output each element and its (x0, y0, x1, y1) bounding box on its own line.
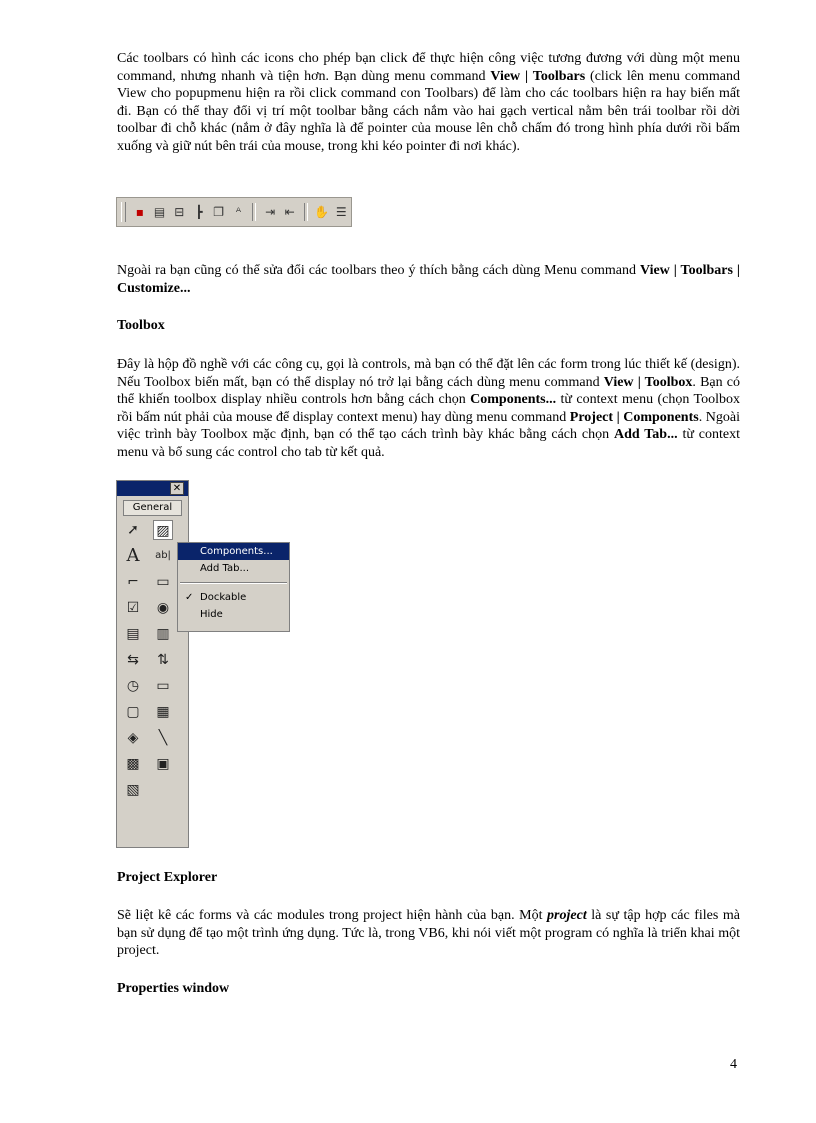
vscrollbar-icon: ⇅ (157, 652, 169, 668)
toolbar-separator (252, 203, 256, 221)
data-icon: ▣ (156, 756, 170, 772)
combobox-icon: ▤ (126, 626, 140, 642)
textbox-icon: ab| (155, 550, 171, 561)
bold-run: Project | Components (569, 409, 699, 425)
text-run: Đây là hộp đồ nghề với các công cụ, gọi là controls, mà bạn có thể đặt lên các form trong lúc thiết kế (design). Nếu Toolbox biến mất, bạn có thể display nó trở lại bằng cách dùng menu command (117, 357, 740, 390)
label-icon: A (126, 545, 140, 566)
menu-item-hide[interactable]: Hide (200, 609, 223, 620)
bold-italic-run: project (547, 908, 587, 923)
toolbox-titlebar (117, 481, 188, 496)
toolbar-image (116, 197, 352, 227)
dirlistbox-icon: ▢ (126, 704, 140, 720)
project-explorer-paragraph (117, 907, 740, 960)
align-icon: ⊟ (174, 205, 185, 219)
ole-icon: ▧ (126, 782, 140, 798)
toolbox-tab-general: General (123, 500, 182, 516)
menu-item-label: Dockable (200, 592, 247, 603)
outdent-icon: ⇤ (284, 205, 295, 219)
shape-icon: ◈ (127, 730, 139, 746)
toolbox-paragraph (117, 356, 740, 462)
text-run: . Bạn có thể khiến toolbox display nhiều controls hơn bằng cách chọn (117, 374, 741, 408)
text-run: . Ngoài việc trình bày Toolbox mặc định, bạn có thể tạo cách trình bày khác bằng cách chọn (117, 409, 741, 443)
list-icon: ☰ (335, 205, 347, 219)
optionbutton-icon: ◉ (156, 600, 170, 616)
hand-icon: ✋ (314, 205, 329, 219)
commandbutton-icon: ▭ (156, 574, 170, 590)
check-icon: ✓ (185, 592, 194, 603)
copy-icon: ❐ (213, 205, 225, 219)
text-run: là sự tập hợp các files mà bạn sử dụng để tạo một trình ứng dụng. Tức là, trong VB6, khi nói viết một program có nghĩa là triển khai một project. (117, 908, 740, 959)
timer-icon: ◷ (126, 678, 140, 694)
bold-run: Components... (470, 392, 557, 408)
text-run: (click lên menu command View cho popupmenu hiện ra rồi click command con Toolbars) để làm cho các toolbars hiện ra hay biến mất đi. Bạn có thể thay đổi vị trí một toolbar bằng cách nắm vào hai gạch vertical nằm bên trái toolbar rồi dời toolbar đi chỗ khác (nắm ở đây nghĩa là để pointer của mouse lên chỗ chấm đó trong hình phía dưới rồi bấm xuống và giữ nút bên trái của mouse, trong khi kéo pointer đi nơi khác). (117, 68, 741, 154)
text-run: từ context menu (chọn Toolbox rồi bấm nút phải của mouse để display context menu) hay dùng menu command (117, 392, 741, 425)
font-icon: ᴬ (235, 205, 241, 219)
menu-item-add-tab[interactable]: Add Tab... (200, 563, 250, 574)
close-icon: ✕ (170, 482, 184, 495)
listbox-icon: ▥ (156, 626, 170, 642)
menu-item-components[interactable]: Components... (178, 543, 289, 560)
toolbox-image (116, 480, 189, 848)
bold-run: View | Toolbox (603, 374, 693, 390)
checkbox-icon: ☑ (126, 600, 140, 616)
toolbar-separator (304, 203, 308, 221)
menu-separator (180, 582, 287, 584)
filelistbox-icon: ▦ (156, 704, 170, 720)
line-icon: ╲ (158, 730, 168, 746)
picturebox-icon: ▨ (153, 520, 173, 540)
menu-item-dockable[interactable] (178, 589, 289, 606)
hscrollbar-icon: ⇆ (127, 652, 139, 668)
properties-window-heading: Properties window (117, 981, 230, 996)
text-run: Các toolbars có hình các icons cho phép bạn click để thực hiện công việc tương đương với dùng một menu command, nhưng nhanh và tiện hơn. Bạn dùng menu command (117, 51, 740, 84)
bold-run: View | Toolbars (490, 68, 586, 84)
toolbars-paragraph (117, 50, 740, 156)
customize-paragraph (117, 262, 740, 297)
context-menu (177, 542, 290, 632)
text-run: Sẽ liệt kê các forms và các modules trong project hiện hành của bạn. Một (117, 908, 548, 923)
image-icon: ▩ (126, 756, 140, 772)
text-run: Ngoài ra bạn cũng có thể sửa đổi các toolbars theo ý thích bằng cách dùng Menu command (117, 263, 640, 278)
drivelistbox-icon: ▭ (156, 678, 170, 694)
project-explorer-heading: Project Explorer (117, 870, 218, 885)
toolbar-grip-handle (121, 202, 126, 222)
text-run: từ context menu và bổ sung các control cho tab từ kết quả. (117, 427, 740, 460)
bold-run: View | Toolbars | Customize... (117, 263, 740, 296)
add-project-icon: ▪ (135, 205, 144, 219)
page-number: 4 (730, 1057, 737, 1072)
pointer-icon: ➚ (127, 522, 139, 538)
bold-run: Add Tab... (613, 427, 678, 443)
toolbox-heading: Toolbox (117, 318, 165, 333)
form-icon: ▤ (153, 205, 166, 219)
frame-icon: ⌐ (127, 574, 139, 590)
indent-icon: ⇥ (265, 205, 276, 219)
tree-icon: ┣ (195, 205, 203, 219)
